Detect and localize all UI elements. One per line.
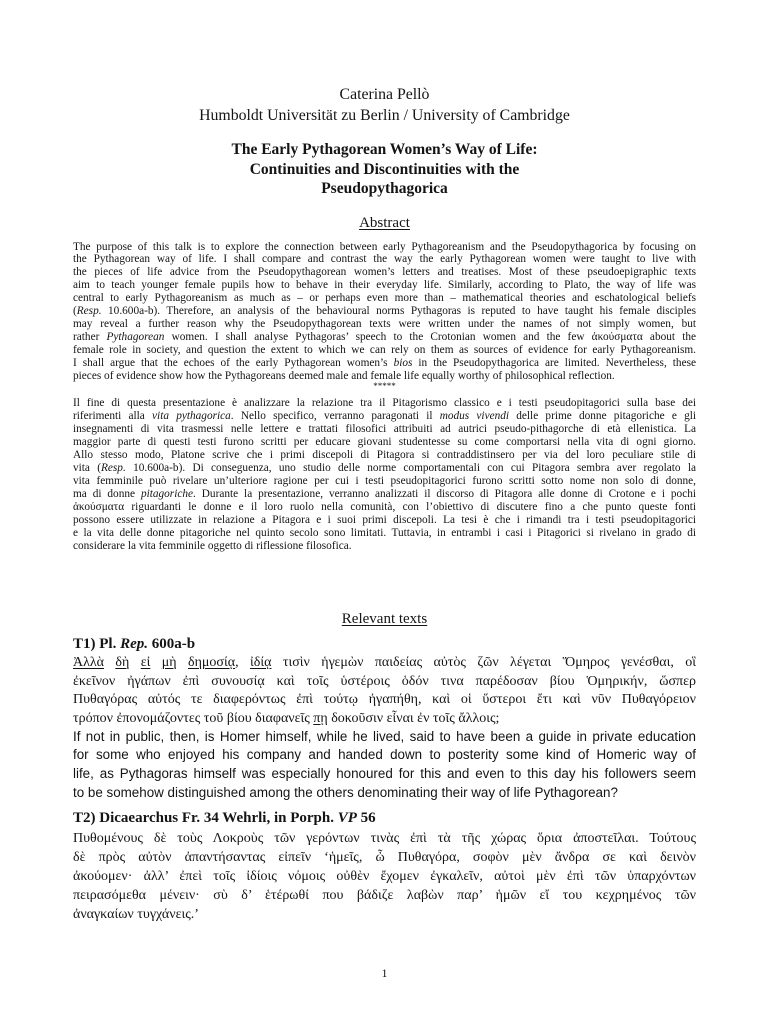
text-run — [129, 655, 140, 670]
title-line: The Early Pythagorean Women’s Way of Life: — [231, 141, 538, 158]
text-line — [73, 886, 696, 905]
underline-text: ἰδίᾳ — [249, 655, 272, 670]
t2-heading — [73, 808, 696, 828]
text-run: aim to teach younger female pupils how to behave in their everyday life. Similarly, according to Plato, the way of life was — [73, 279, 696, 292]
text-line — [73, 829, 696, 848]
text-run: T1) Pl. — [73, 636, 121, 652]
text-line — [73, 449, 696, 462]
text-line — [73, 488, 696, 501]
text-run — [104, 655, 115, 670]
text-run: the Pythagorean way of life. I shall compare and contrast the way the early Pythagorean women were taught to live with — [73, 253, 696, 266]
italic-text: modus vivendi — [439, 409, 510, 422]
text-run: 600a-b — [148, 636, 196, 652]
text-run: 56 — [356, 810, 376, 826]
text-run: Πυθαγόρας αὐτός τε διαφερόντως ἐπὶ τούτῳ ἠγαπήθη, καὶ οἱ ὕστεροι ἔτι καὶ νῦν Πυθαγόρειον — [73, 692, 696, 708]
text-line — [73, 279, 696, 292]
text-line — [73, 867, 696, 886]
text-line — [73, 710, 696, 729]
text-run: vita ( — [73, 461, 101, 474]
text-run: ἐκεῖνον ἠγάπων ἐπὶ συνουσίᾳ καὶ τοῖς ὑστέροις ὁδόν τινα παρέδοσαν βίου Ὁμηρικήν, ὥσπερ — [73, 673, 696, 689]
text-run: ἀκούσματα riguardanti le donne e il loro ruolo nella comunità, con l’obiettivo di discutere fino a che punto queste fonti — [73, 500, 696, 513]
text-run: ma di donne — [73, 487, 141, 500]
text-run: may reveal a further reason why the Pseudopythagorean texts were written under the names of not simply women, but — [73, 317, 696, 330]
author-name: Caterina Pellò — [339, 86, 430, 103]
text-line — [73, 318, 696, 331]
text-line — [73, 746, 696, 765]
underline-text: Ἀλλὰ — [73, 655, 105, 670]
text-run: delle prime donne pitagoriche e gli — [509, 409, 696, 422]
text-line — [73, 540, 696, 553]
text-line — [73, 305, 696, 318]
text-run: ἀναγκαίων τυγχάνεις.’ — [73, 906, 199, 922]
text-run: δὲ πρὸς αὐτὸν ἀπαντήσαντας εἰπεῖν ‘ἡμεῖς, ὦ Πυθαγόρα, σοφὸν μὲν ἄνδρα σε καὶ δεινὸν — [73, 849, 696, 865]
text-run: I shall argue that the echoes of the early Pythagorean women’s — [73, 356, 394, 369]
text-run: for some who enjoyed his company and handed down to posterity some kind of Homeric way of — [73, 747, 696, 763]
text-run: vita femminile può rivelare un’ulteriore ragione per cui i testi pseudopitagorici furono scritti sotto nome non solo di donne, — [73, 474, 696, 487]
text-run: . Nello specifico, verranno paragonati il — [230, 409, 440, 422]
text-run: riferimenti alla — [73, 409, 153, 422]
text-line — [73, 344, 696, 357]
text-run: Il fine di questa presentazione è analizzare la relazione tra il Pitagorismo classico e i testi pseudopitagorici sulla base dei — [73, 396, 696, 409]
text-run: central to early Pythagoreanism as much as – or perhaps even more than – mathematical theories and eschatological beliefs — [73, 292, 696, 305]
text-run: . Durante la presentazione, verranno analizzati il discorso di Pitagora alle donne di Crotone e i pochi — [193, 487, 697, 500]
underline-text: μὴ — [161, 655, 177, 670]
text-run: considerare la vita femminile oggetto di riflessione filosofica. — [73, 539, 352, 552]
text-line — [73, 423, 696, 436]
text-run: , — [235, 655, 250, 670]
title-line: Pseudopythagorica — [321, 180, 448, 197]
relevant-texts-heading-text: Relevant texts — [341, 611, 428, 627]
text-run: T2) Dicaearchus Fr. 34 Wehrli, in Porph. — [73, 810, 338, 826]
text-line — [73, 292, 696, 305]
text-line — [73, 410, 696, 423]
text-run: ( — [73, 305, 77, 318]
text-line — [73, 241, 696, 254]
italic-text: Resp. — [101, 461, 126, 474]
underline-text: πῃ — [313, 710, 328, 726]
text-run: Πυθομένους δὲ τοὺς Λοκροὺς τῶν γερόντων τινὰς ἐπὶ τὰ τῆς χώρας ὅρια ἀποστεῖλαι. Τούτους — [73, 830, 696, 846]
italic-text: VP — [337, 810, 357, 826]
abstract-heading — [73, 213, 696, 233]
text-run: τισὶν ἡγεμὼν παιδείας αὐτὸς ζῶν λέγεται Ὅμηρος γενέσθαι, οἳ — [271, 655, 697, 670]
text-run: in the Pseudopythagorica are limited. Nevertheless, these — [412, 356, 696, 369]
text-run — [150, 655, 161, 670]
text-line — [73, 527, 696, 540]
page-number: 1 — [381, 966, 388, 980]
text-line — [73, 397, 696, 410]
text-run: δοκοῦσιν εἶναι ἐν τοῖς ἄλλοις; — [327, 710, 500, 726]
t1-translation — [73, 728, 696, 803]
underline-text: δὴ — [115, 655, 130, 670]
italic-text: Resp. — [76, 305, 102, 318]
text-line — [73, 462, 696, 475]
text-run: τρόπον ἐπονομάζοντες τοῦ βίου διαφανεῖς — [73, 710, 314, 726]
t2-greek-passage — [73, 829, 696, 924]
italic-text: pitagoriche — [140, 487, 194, 500]
relevant-texts-heading — [73, 609, 696, 629]
text-run: to be somehow distinguished among the others denominating their way of life Pythagorean? — [73, 784, 618, 800]
text-line — [73, 253, 696, 266]
text-run: rather — [73, 330, 107, 343]
abstract-heading-text: Abstract — [359, 215, 410, 231]
text-run: pieces of evidence show how the Pythagoreans deemed male and female life equally worthy of philosophical reflection. — [73, 369, 615, 382]
text-line — [73, 673, 696, 692]
text-line — [73, 514, 696, 527]
text-run: Allo stesso modo, Platone scrive che i primi discepoli di Pitagora si contraddistinsero per via del loro peculiare stile di — [73, 448, 696, 461]
italic-text: vita pythagorica — [152, 409, 231, 422]
section-separator: ***** — [373, 381, 396, 391]
text-line — [73, 357, 696, 370]
text-line — [73, 654, 696, 673]
italic-text: Pythagorean — [106, 330, 165, 343]
text-run: The purpose of this talk is to explore the connection between early Pythagoreanism and the Pseudopythagorica by focusing on — [73, 240, 696, 253]
t1-greek-passage — [73, 654, 696, 728]
text-line — [73, 475, 696, 488]
title-line: Continuities and Discontinuities with the — [249, 160, 520, 178]
text-line — [73, 691, 696, 710]
text-run: πειρασόμεθα μένειν· σὺ δ’ ἑτέρωθί που βάδιζε λαβὼν παρ’ ἡμῶν εἴ του κεχρημένος τῶν — [73, 887, 696, 903]
text-line — [73, 266, 696, 279]
text-run: possono essere utilizzate in relazione a Pitagora e i suoi primi discepoli. La tesi è che i rimandi tra i testi pseudopitagorici — [73, 513, 696, 526]
text-run: insegnamenti di vita trasmessi nelle lettere e trattati filosofici attribuiti ad autrici pseudo-pithagorche di età ellenistica. La — [73, 422, 696, 435]
abstract-italian-paragraph — [73, 397, 696, 553]
text-run: 10.600a-b). Di conseguenza, uno studio delle norme comportamentali con cui Pitagora sembra aver regolato la — [125, 461, 696, 474]
text-run: If not in public, then, is Homer himself, while he lived, said to have been a guide in private education — [73, 728, 696, 744]
text-line — [73, 436, 696, 449]
underline-text: δημοσίᾳ — [188, 655, 236, 670]
text-run: female role in society, and question the extent to which we can rely on them as sources of evidence for early Pythagoreanism. — [73, 343, 696, 356]
italic-text: bios — [393, 356, 413, 369]
abstract-english-paragraph — [73, 241, 696, 383]
text-line — [73, 848, 696, 867]
text-line — [73, 784, 696, 803]
paper-title — [73, 140, 696, 199]
t1-heading — [73, 634, 696, 654]
text-run: life, as Pythagoras himself was especially honoured for this and even to this day his followers seem — [73, 766, 696, 782]
italic-text: Rep. — [120, 636, 149, 652]
text-line — [73, 728, 696, 747]
text-line — [73, 905, 696, 924]
underline-text: εἰ — [140, 655, 151, 670]
text-line — [73, 765, 696, 784]
author-affiliation: Humboldt Universität zu Berlin / University of Cambridge — [199, 107, 570, 124]
text-line — [73, 331, 696, 344]
text-run: ἀκούομεν· ἀλλ’ ἐπεὶ τοῖς ἰδίοις νόμοις οὐθὲν ἔχομεν ἐγκαλεῖν, αὐτοὶ μὲν ἐπὶ τῶν ὑπαρχόντων — [73, 868, 696, 884]
text-run: 10.600a-b). Therefore, an analysis of the behavioural norms Pythagoras is reputed to have taught his female disciples — [101, 305, 696, 318]
text-run: women. I shall analyse Pythagoras’ speech to the Crotonian women and the few ἀκούσματα about the — [164, 330, 696, 343]
text-line — [73, 501, 696, 514]
text-run: the pieces of life advice from the Pseudopythagorean women’s letters and treatises. Most of these pseudoepigraphic texts — [73, 266, 696, 279]
text-run: maggior parte di questi testi furono scritti per educare giovani studentesse su come comportarsi nella vita di ogni giorno. — [73, 435, 696, 448]
text-run: e la vita delle donne pitagoriche nel quinto secolo sono limitati. Tuttavia, in entrambi i casi i Pitagorici si rivelano in grado di — [73, 526, 696, 539]
text-run — [177, 655, 188, 670]
